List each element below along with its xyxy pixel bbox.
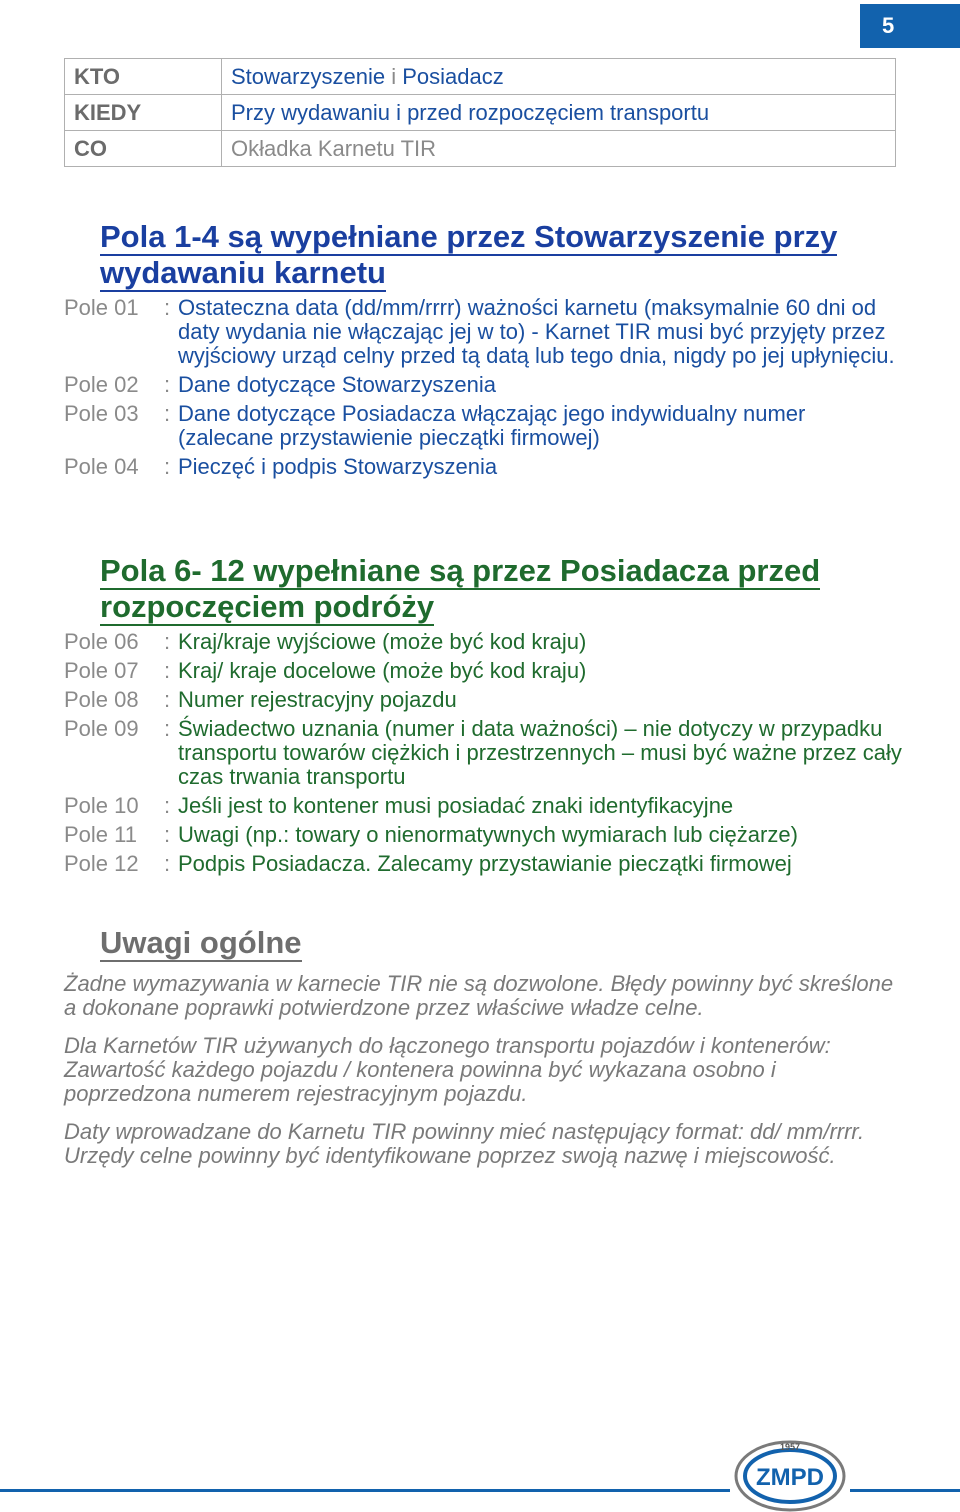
field-row bbox=[64, 373, 904, 397]
footer-line-right bbox=[850, 1489, 960, 1492]
field-label: Pole 04 bbox=[64, 454, 139, 479]
field-row bbox=[64, 852, 904, 876]
field-row bbox=[64, 794, 904, 818]
zmpd-logo bbox=[733, 1436, 847, 1512]
info-value: Przy wydawaniu i przed rozpoczęciem transportu bbox=[222, 95, 896, 131]
info-value-part: Stowarzyszenie bbox=[231, 63, 386, 89]
field-separator: : bbox=[164, 454, 171, 479]
info-value-part: Posiadacz bbox=[402, 63, 504, 89]
note-paragraph: Dla Karnetów TIR używanych do łączonego transportu pojazdów i kontenerów: Zawartość każdego pojazdu / kontenera powinna być wykazana osobno i poprzedzona numerem rejestracyjnym pojazdu. bbox=[64, 1033, 831, 1106]
note-paragraph: Żadne wymazywania w karnecie TIR nie są dozwolone. Błędy powinny być skreślone a dokonane poprawki potwierdzone przez właściwe władze celne. bbox=[64, 971, 894, 1020]
field-text: Uwagi (np.: towary o nienormatywnych wymiarach lub ciężarze) bbox=[178, 822, 798, 847]
field-row bbox=[64, 296, 904, 368]
field-text: Jeśli jest to kontener musi posiadać znaki identyfikacyjne bbox=[178, 793, 734, 818]
logo-text: ZMPD bbox=[756, 1464, 824, 1491]
field-text: Kraj/kraje wyjściowe (może być kod kraju) bbox=[178, 629, 587, 654]
field-separator: : bbox=[164, 851, 171, 876]
field-separator: : bbox=[164, 372, 171, 397]
info-table bbox=[64, 58, 896, 167]
field-separator: : bbox=[164, 629, 171, 654]
field-row bbox=[64, 659, 904, 683]
field-text: Ostateczna data (dd/mm/rrrr) ważności karnetu (maksymalnie 60 dni od daty wydania nie włączając jej w to) - Karnet TIR musi być przyjęty przez wyjściowy urząd celny przed tą datą lub tego dnia, nigdy po jej upłynięciu. bbox=[178, 295, 895, 368]
field-text: Dane dotyczące Posiadacza włączając jego indywidualny numer (zalecane przystawienie pieczątki firmowej) bbox=[178, 401, 806, 450]
field-text: Podpis Posiadacza. Zalecamy przystawianie pieczątki firmowej bbox=[178, 851, 792, 876]
info-value: Okładka Karnetu TIR bbox=[222, 131, 896, 167]
field-row bbox=[64, 402, 904, 450]
info-key: KTO bbox=[65, 59, 222, 95]
field-separator: : bbox=[164, 295, 171, 320]
field-separator: : bbox=[164, 822, 171, 847]
general-notes bbox=[64, 972, 904, 1182]
field-label: Pole 12 bbox=[64, 851, 139, 876]
info-row-kto bbox=[65, 59, 896, 95]
field-label: Pole 07 bbox=[64, 658, 139, 683]
field-row bbox=[64, 823, 904, 847]
field-separator: : bbox=[164, 793, 171, 818]
field-text: Pieczęć i podpis Stowarzyszenia bbox=[178, 454, 498, 479]
field-row bbox=[64, 630, 904, 654]
note-paragraph: Daty wprowadzane do Karnetu TIR powinny mieć następujący format: dd/ mm/rrrr. Urzędy celne powinny być identyfikowane poprzez swoją nazwę i miejscowość. bbox=[64, 1119, 865, 1168]
field-text: Numer rejestracyjny pojazdu bbox=[178, 687, 457, 712]
section1-heading bbox=[100, 219, 890, 291]
field-row bbox=[64, 455, 904, 479]
field-row bbox=[64, 688, 904, 712]
page-number: 5 bbox=[882, 13, 895, 38]
field-text: Kraj/ kraje docelowe (może być kod kraju) bbox=[178, 658, 587, 683]
section2-heading-text: Pola 6- 12 wypełniane są przez Posiadacza przed rozpoczęciem podróży bbox=[100, 553, 821, 624]
field-label: Pole 11 bbox=[64, 822, 137, 847]
section3-heading bbox=[100, 925, 302, 961]
footer-line-left bbox=[0, 1489, 730, 1492]
field-row bbox=[64, 717, 904, 789]
section1-heading-text: Pola 1-4 są wypełniane przez Stowarzyszenie przy wydawaniu karnetu bbox=[100, 219, 838, 290]
field-label: Pole 01 bbox=[64, 295, 139, 320]
logo-year: 1957 bbox=[779, 1442, 801, 1452]
section2-fields bbox=[64, 630, 904, 881]
info-key: CO bbox=[65, 131, 222, 167]
field-separator: : bbox=[164, 658, 171, 683]
info-row-co bbox=[65, 131, 896, 167]
field-separator: : bbox=[164, 687, 171, 712]
info-row-kiedy bbox=[65, 95, 896, 131]
field-label: Pole 03 bbox=[64, 401, 139, 426]
field-label: Pole 10 bbox=[64, 793, 139, 818]
info-value-part: i bbox=[385, 63, 403, 89]
page-number-tab bbox=[860, 4, 960, 48]
field-separator: : bbox=[164, 716, 171, 741]
section3-heading-text: Uwagi ogólne bbox=[100, 925, 302, 960]
field-label: Pole 09 bbox=[64, 716, 139, 741]
field-label: Pole 02 bbox=[64, 372, 139, 397]
field-label: Pole 06 bbox=[64, 629, 139, 654]
section1-fields bbox=[64, 296, 904, 484]
info-key: KIEDY bbox=[65, 95, 222, 131]
field-label: Pole 08 bbox=[64, 687, 139, 712]
field-text: Dane dotyczące Stowarzyszenia bbox=[178, 372, 496, 397]
field-text: Świadectwo uznania (numer i data ważności) – nie dotyczy w przypadku transportu towarów ciężkich i przestrzennych – musi być ważne przez cały czas trwania transportu bbox=[178, 716, 902, 789]
field-separator: : bbox=[164, 401, 171, 426]
info-value bbox=[222, 59, 896, 95]
section2-heading bbox=[100, 553, 880, 625]
